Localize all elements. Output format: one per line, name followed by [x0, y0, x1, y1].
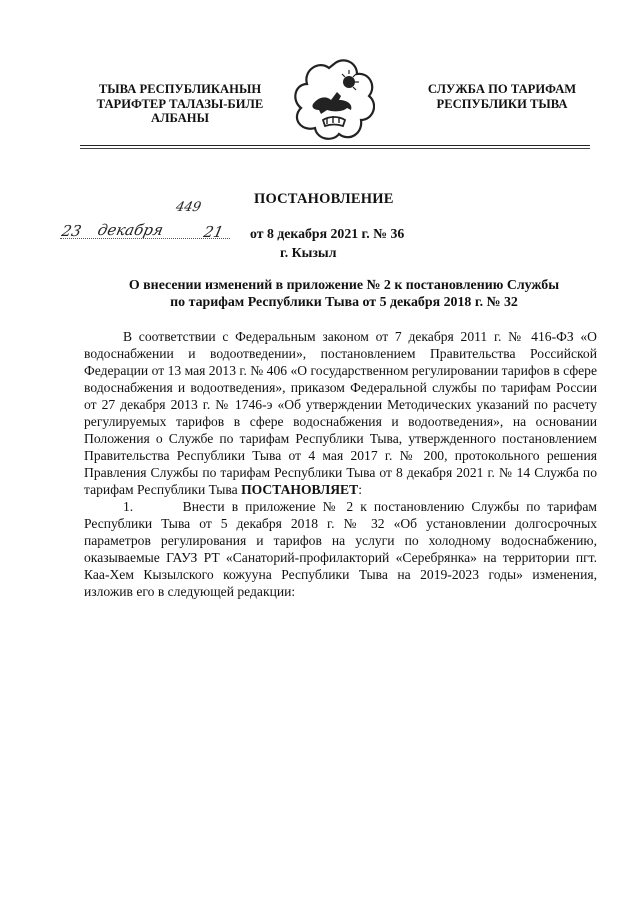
document-date-number: от 8 декабря 2021 г. № 36 [250, 226, 405, 241]
header-right-organization [412, 82, 592, 111]
header-left-line-1: ТЫВА РЕСПУБЛИКАНЫН [98, 82, 262, 96]
document-type: ПОСТАНОВЛЕНИЕ [254, 191, 394, 207]
handwritten-registration-number: 449 [174, 200, 203, 215]
document-city: г. Кызыл [280, 245, 337, 260]
document-title [84, 278, 604, 311]
handwritten-date-dotted-line [60, 238, 230, 239]
title-line-2: по тарифам Республики Тыва от 5 декабря 2018 г. № 32 [170, 294, 518, 310]
header-left-organization [82, 82, 278, 126]
handwritten-day: 23 [60, 222, 84, 240]
preamble-tail: : [358, 482, 362, 497]
header-right-line-1: СЛУЖБА ПО ТАРИФАМ [427, 82, 577, 96]
header-left-line-3: АЛБАНЫ [151, 111, 209, 125]
item-1-text: Внести в приложение № 2 к постановлению Службы по тарифам Республики Тыва от 5 декабря 2018 г. № 32 «Об установлении долгосрочных параметров регулирования и тарифов на услуги по холодному водоснабжению, оказываемые ГАУЗ РТ «Санаторий-профилакторий «Серебрянка» на территории пгт. Каа-Хем Кызылского кожууна Республики Тыва на 2019-2023 годы» изменения, изложив его в следующей редакции: [84, 499, 597, 599]
document-body [84, 328, 597, 600]
resolution-keyword: ПОСТАНОВЛЯЕТ [241, 482, 359, 497]
header-right-line-2: РЕСПУБЛИКИ ТЫВА [436, 96, 568, 111]
header-left-line-2: ТАРИФТЕР ТАЛАЗЫ-БИЛЕ [96, 96, 264, 111]
item-1-paragraph [84, 498, 597, 600]
emblem-icon [293, 58, 375, 142]
item-1-number: 1. [123, 499, 134, 514]
header-rule-second [80, 148, 590, 149]
handwritten-year: 21 [202, 223, 226, 241]
preamble-text: В соответствии с Федеральным законом от 7 декабря 2011 г. № 416-ФЗ «О водоснабжении и водоотведении», постановлением Правительства Российской Федерации от 13 мая 2013 г. № 406 «О государственном регулировании тарифов в сфере водоснабжения и водоотведения», приказом Федеральной службы по тарифам России от 27 декабря 2013 г. № 1746-э «Об утверждении Методических указаний по расчету регулируемых тарифов в сфере водоснабжения и водоотведения», на основании Положения о Службе по тарифам Республики Тыва, утвержденного постановлением Правительства Республики Тыва от 4 мая 2017 г. № 200, протокольного решения Правления Службы по тарифам Республики Тыва от 8 декабря 2021 г. № 14 Служба по тарифам Республики Тыва [84, 329, 597, 497]
handwritten-month: декабря [96, 221, 165, 239]
preamble-paragraph [84, 328, 597, 498]
header-rule [80, 145, 590, 146]
title-line-1: О внесении изменений в приложение № 2 к постановлению Службы [128, 278, 560, 293]
